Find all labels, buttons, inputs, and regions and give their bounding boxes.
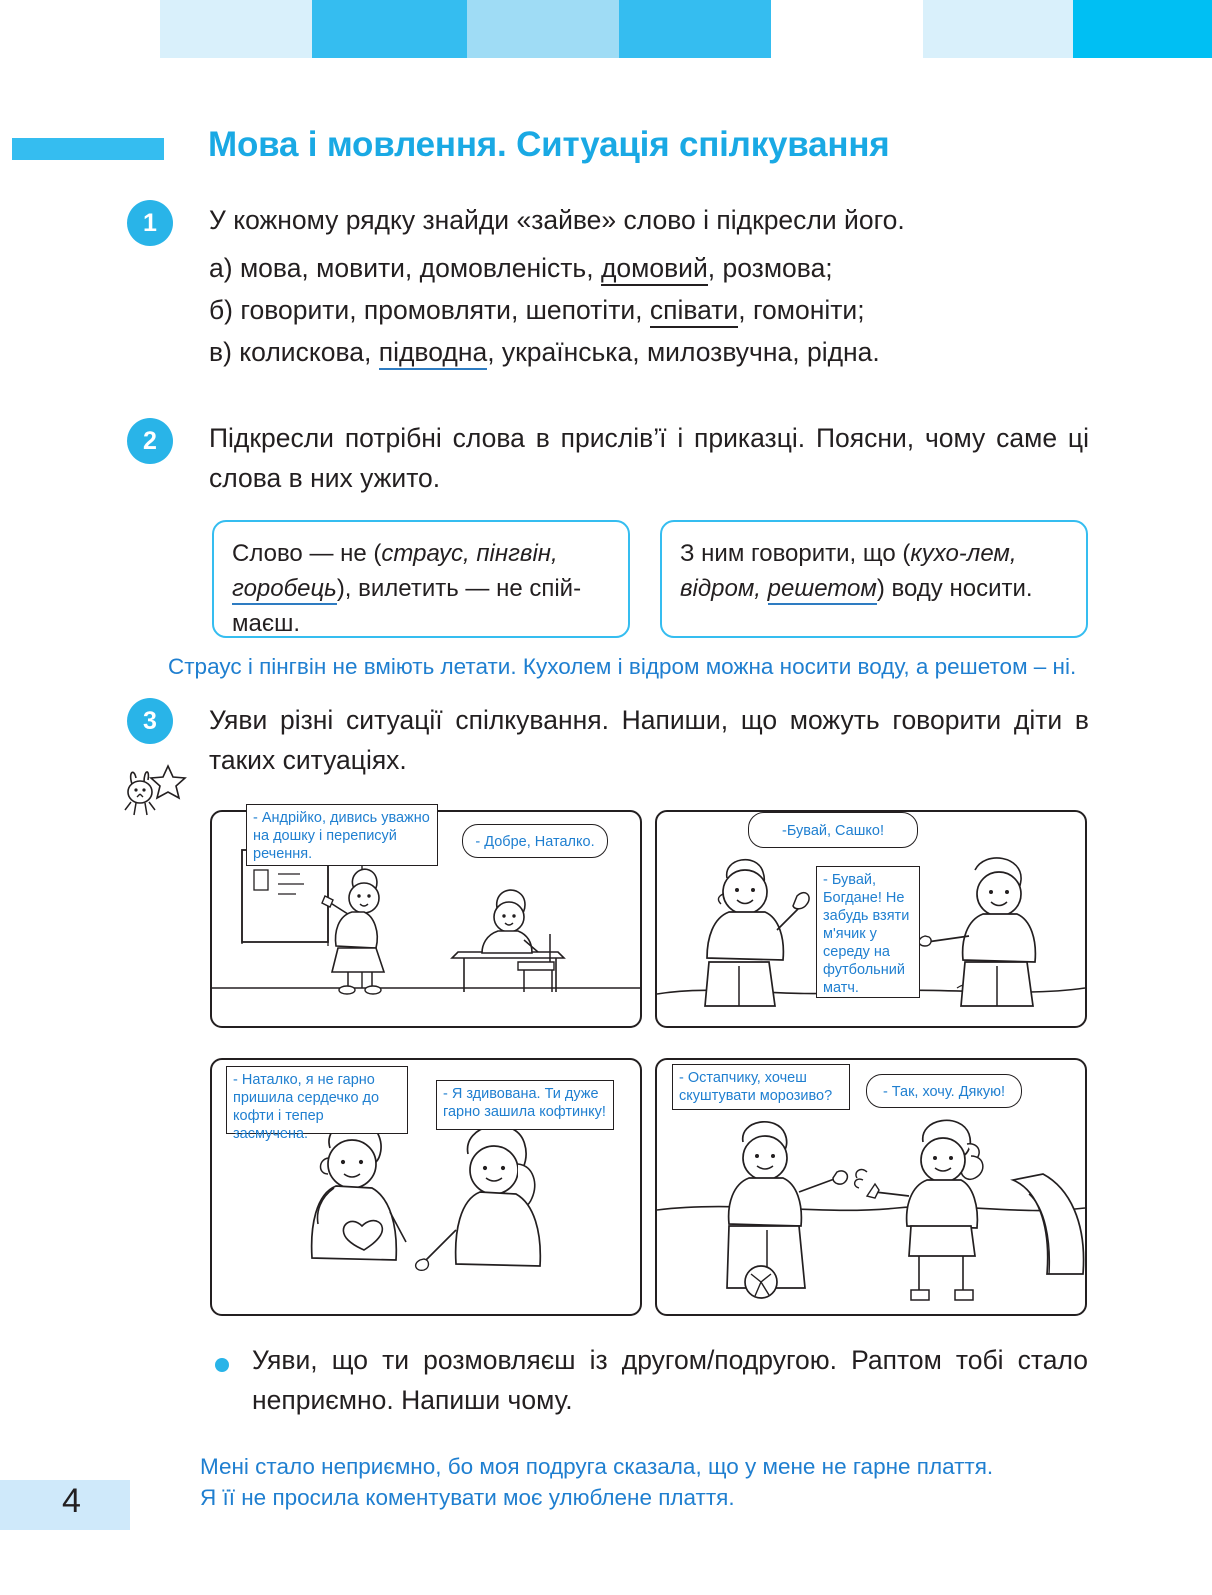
speech-bubble[interactable]: -Бувай, Сашко! [748,812,918,848]
speech-bubble[interactable]: - Я здивована. Ти дуже гарно зашила кофтинку! [436,1080,614,1130]
exercise-3-prompt: Уяви різні ситуації спілкування. Напиши, що можуть говорити діти в таких ситуаціях. [209,705,1089,775]
line-before: говорити, промовляти, шепотіти, [240,295,650,325]
speech-bubble[interactable]: - Наталко, я не гарно пришила сердечко до кофти і тепер засмучена. [226,1066,408,1134]
exercise-1-prompt: У кожному рядку знайди «зайве» слово і підкресли його. [209,205,905,235]
exercise-number-3: 3 [127,698,173,744]
proverb-part: Слово — не ( [232,540,382,567]
proverb-left[interactable] [212,520,630,638]
top-bar-segment [467,0,619,58]
speech-bubble[interactable]: - Добре, Наталко. [462,824,608,858]
title-rule [12,138,164,160]
top-decorative-bar [0,0,1212,58]
page-title: Мова і мовлення. Ситуація спілкування [208,125,890,164]
exercise-2-prompt: Підкресли потрібні слова в прислів’ї і приказці. Поясни, чому саме ці слова в них ужито. [209,423,1089,493]
exercise-2-answer[interactable]: Страус і пінгвін не вміють летати. Кухолем і відром можна носити воду, а решетом – ні. [168,654,1077,679]
speech-bubble[interactable]: - Так, хочу. Дякую! [866,1074,1022,1108]
exercise-number-2: 2 [127,418,173,464]
top-bar-segment [619,0,771,58]
top-bar-segment [160,0,312,58]
bullet-dot-icon [215,1358,229,1372]
line-label: б) [209,295,234,325]
line-label: в) [209,337,232,367]
speech-bubble[interactable]: - Андрійко, дивись уважно на дошку і переписуй речення. [246,804,438,866]
exercise-1-line-b [209,290,1089,330]
underlined-word[interactable]: підводна [379,337,487,370]
underlined-word[interactable]: домовий [601,253,708,286]
top-bar-segment [923,0,1073,58]
speech-bubble[interactable]: - Остапчику, хочеш скуштувати морозиво? [672,1064,850,1110]
mascot-rabbit-icon [118,762,188,824]
exercise-number-1: 1 [127,200,173,246]
line-after: , українська, милозвучна, рідна. [487,337,880,367]
proverb-underlined-word[interactable]: решетом [768,575,877,605]
top-bar-segment [771,0,923,58]
proverb-underlined-word[interactable]: горобець [232,575,337,605]
proverb-part: кухо-лем, відром, [680,540,1017,602]
bullet-answer-line-1[interactable]: Мені стало неприємно, бо моя подруга сказала, що у мене не гарне плаття. [200,1454,994,1479]
proverb-part: ) воду носити. [876,575,1033,602]
line-before: колискова, [239,337,379,367]
line-before: мова, мовити, домовленість, [239,253,601,283]
proverb-part: З ним говорити, що ( [680,540,911,567]
proverb-right[interactable] [660,520,1088,638]
line-label: а) [209,253,233,283]
exercise-1-line-c [209,332,1089,372]
line-after: , розмова; [707,253,833,283]
proverb-part: страус, пінгвін, [381,540,558,567]
underlined-word[interactable]: співати [650,295,738,328]
bullet-answer-line-2[interactable]: Я її не просила коментувати моє улюблене плаття. [200,1485,735,1510]
proverb-part: ), вилетить — не спій-маєш. [232,575,582,637]
speech-bubble[interactable]: - Бувай, Богдане! Не забудь взяти м'ячик у середу на футбольний матч. [816,866,920,998]
top-bar-segment [312,0,467,58]
top-bar-segment [1073,0,1212,58]
page-number: 4 [62,1482,81,1520]
line-after: , гомоніти; [738,295,865,325]
exercise-1-line-a [209,248,1089,288]
bullet-task-text: Уяви, що ти розмовляєш із другом/подругою. Раптом тобі стало неприємно. Напиши чому. [252,1345,1088,1415]
top-bar-segment [0,0,160,58]
